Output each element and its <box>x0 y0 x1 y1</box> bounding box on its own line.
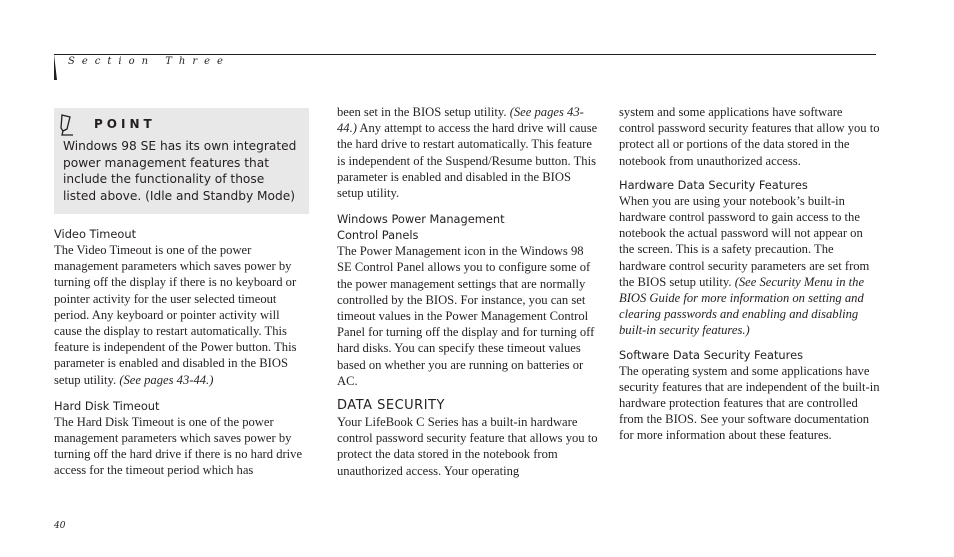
data-security-body-cont: system and some applications have software control password security features that allow you to protect all or portions of the data stored in the notebook from unauthorized access. <box>619 105 880 168</box>
hard-disk-timeout-body-cont: been set in the BIOS setup utility. (See pages 43-44.) Any attempt to access the hard drive will cause the hard drive to restart automatically. This feature is independent of the Suspend/Resume button. This parameter is enabled and disabled in the BIOS setup utility. <box>337 105 598 201</box>
data-security-heading: DATA SECURITY <box>337 398 445 414</box>
section-header: Section Three <box>68 56 230 67</box>
point-callout <box>54 108 309 214</box>
point-title: POINT <box>94 117 156 131</box>
hardware-security-heading: Hardware Data Security Features <box>619 177 808 192</box>
hard-disk-timeout-body: The Hard Disk Timeout is one of the power management parameters which saves power by turning off the hard drive if there is no hard drive access for the timeout period which has <box>54 414 303 478</box>
data-security-body: Your LifeBook C Series has a built-in hardware control password security feature that allows you to protect the data stored in the notebook from unauthorized access. Your operating <box>337 415 598 478</box>
hardware-security-body: When you are using your notebook’s built-in hardware control password to gain access to the notebook the actual password will not appear on the screen. This is a safety precaution. The hardware control security parameters are set from the BIOS setup utility. (See Security Menu in the BIOS Guide for more information on setting and clearing passwords and enabling and disabling built-in security features.) <box>619 193 870 338</box>
video-timeout-body: The Video Timeout is one of the power management parameters which saves power by turning off the display if there is no keyboard or pointer activity for the user selected timeout period. Any keyboard or pointer activity will cause the display to restart automatically. This feature is independent of the Power button. This parameter is enabled and disabled in the BIOS setup utility. (See pages 43-44.) <box>54 243 297 387</box>
point-text: Windows 98 SE has its own integrated power management features that include the functionality of those listed above. (Idle and Standby Mode) <box>63 139 297 203</box>
page-number: 40 <box>54 521 66 531</box>
column-3 <box>619 104 881 444</box>
hard-disk-timeout-heading: Hard Disk Timeout <box>54 398 160 413</box>
column-1 <box>54 104 310 479</box>
software-security-heading: Software Data Security Features <box>619 347 804 362</box>
column-2 <box>337 104 599 479</box>
video-timeout-ref: (See pages 43-44.) <box>119 372 214 387</box>
pen-note-icon <box>59 114 77 138</box>
video-timeout-heading: Video Timeout <box>54 227 137 241</box>
software-security-body: The operating system and some applications have security features that are independent of the built-in hardware protection features that are controlled from the BIOS. See your software documentation for more information about these features. <box>619 363 880 443</box>
windows-power-body: The Power Management icon in the Windows 98 SE Control Panel allows you to configure some of the power management settings that are normally controlled by the BIOS. For instance, you can set timeout values in the Power Management Control Panel for turning off the display and for turning off hard disks. You can specify these timeout values based on whether you are running on batteries or AC. <box>337 244 595 388</box>
header-rule <box>54 54 876 55</box>
windows-power-heading: Windows Power Management Control Panels <box>337 212 505 243</box>
hardware-security-ref: (See Security Menu in the BIOS Guide for more information on setting and clearing passwords and enabling and disabling built-in security features.) <box>619 274 865 338</box>
header-tick-mark <box>54 54 57 80</box>
hard-disk-timeout-ref: (See pages 43-44.) <box>337 105 584 136</box>
